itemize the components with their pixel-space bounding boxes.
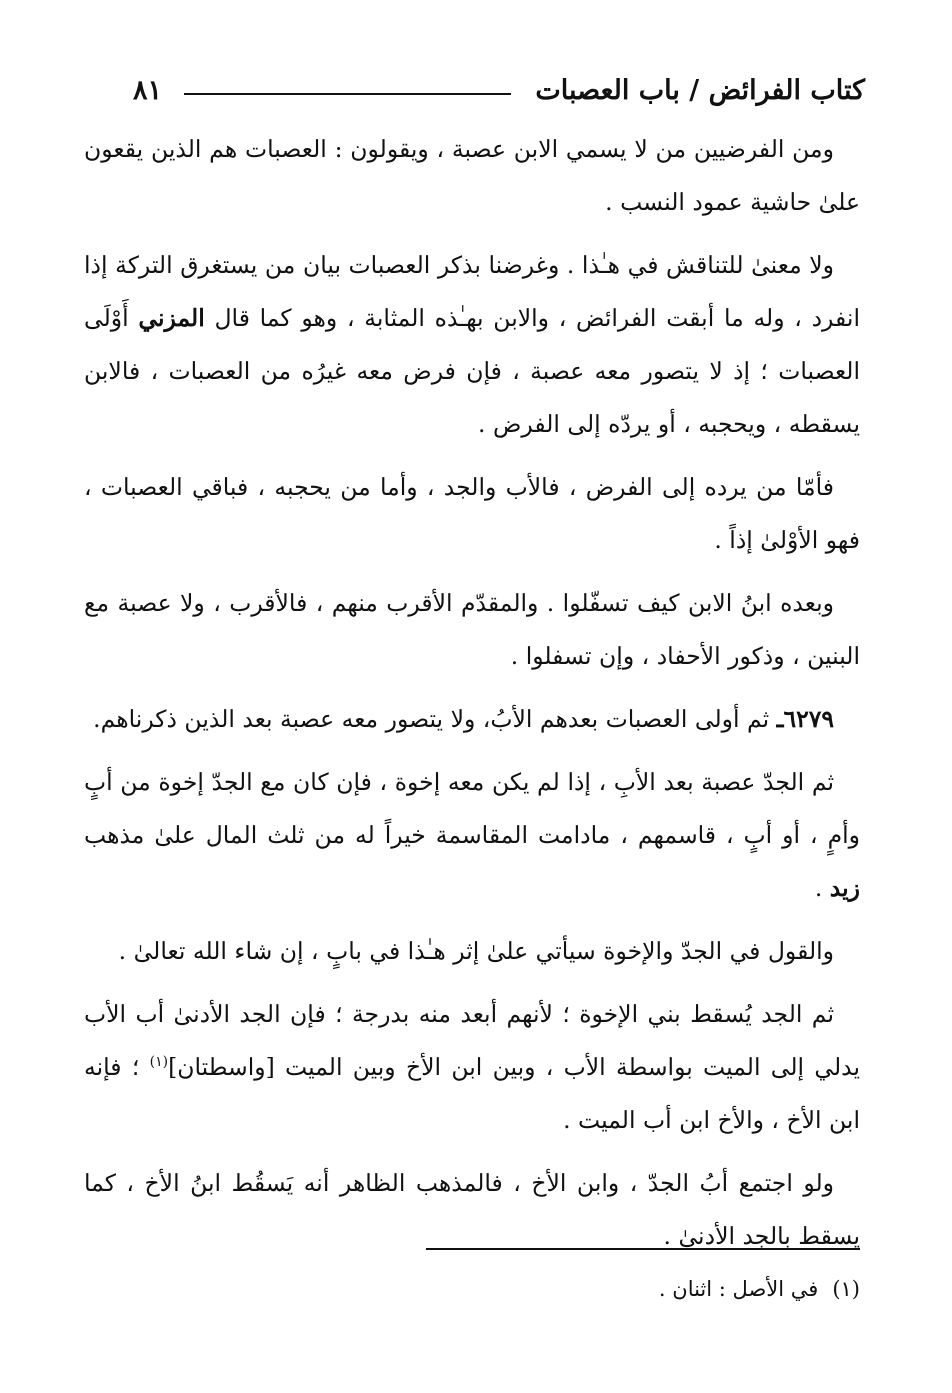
footnote-separator [426,1248,860,1250]
footnote-reference[interactable]: (١) [149,1054,169,1071]
paragraph-text: والقول في الجدّ والإخوة سيأتي علىٰ إثر هـٰذا في بابٍ ، إن شاء الله تعالىٰ . [118,937,834,965]
paragraph-text: ثم الجد يُسقط بني الإخوة ؛ لأنهم أبعد منه بدرجة ؛ فإن الجد الأدنىٰ أب الأب يدلي إلى الميت بواسطة الأب ، وبين ابن الأخ وبين الميت [واسطتان] [84,1000,860,1081]
main-text [84,123,860,1273]
chapter-title: كتاب الفرائض / باب العصبات [535,74,865,106]
footnote-text: في الأصل : اثنان . [658,1277,819,1301]
paragraph-text: . [814,874,830,902]
scholar-name: زيد [829,874,860,902]
paragraph [84,988,860,1147]
paragraph-text: ثم الجدّ عصبة بعد الأبِ ، إذا لم يكن معه إخوة ، فإن كان مع الجدّ إخوة من أبٍ وأمٍ ، أو أبٍ ، قاسمهم ، مادامت المقاسمة خيراً له من ثلث المال علىٰ مذهب [84,768,860,849]
numbered-paragraph [84,693,860,746]
paragraph [84,239,860,451]
paragraph-text: فأمّا من يرده إلى الفرض ، فالأب والجد ، وأما من يحجبه ، فباقي العصبات ، فهو الأوْلىٰ إذاً . [84,473,860,554]
footnote [84,1272,860,1306]
paragraph [84,756,860,915]
paragraph-text: ومن الفرضيين من لا يسمي الابن عصبة ، ويقولون : العصبات هم الذين يقعون علىٰ حاشية عمود النسب . [84,135,860,216]
paragraph-text: ولا معنىٰ للتناقش في هـٰذا . وغرضنا بذكر العصبات بيان من يستغرق التركة إذا انفرد ، وله ما أبقت الفرائض ، والابن بهـٰذه المثابة ، وهو كما قال [84,251,860,332]
paragraph-text: ؛ فإنه ابن الأخ ، والأخ ابن أب الميت . [84,1053,860,1134]
page-number: ٨١ [133,74,163,106]
paragraph-number: ٦٢٧٩ـ [776,705,834,733]
paragraph [84,461,860,567]
footnote-mark: (١) [832,1277,860,1301]
header-rule [184,93,511,95]
paragraph [84,123,860,229]
scholar-name: المزني [138,304,205,332]
paragraph-text: أَوْلَى العصبات ؛ إذ لا يتصور معه عصبة ، فإن فرض معه غيرُه من العصبات ، فالابن يسقطه ، ويحجبه ، أو يردّه إلى الفرض . [84,304,861,438]
running-header [95,70,865,110]
paragraph-text: ثم أولى العصبات بعدهم الأبُ، ولا يتصور معه عصبة بعد الذين ذكرناهم. [93,705,777,733]
paragraph [84,925,860,978]
paragraph-text: ولو اجتمع أبُ الجدّ ، وابن الأخ ، فالمذهب الظاهر أنه يَسقُط ابنُ الأخ ، كما يسقط بالجد الأدنىٰ . [84,1169,860,1250]
paragraph-text: وبعده ابنُ الابن كيف تسفّلوا . والمقدّم الأقرب منهم ، فالأقرب ، ولا عصبة مع البنين ، وذكور الأحفاد ، وإن تسفلوا . [84,589,860,670]
paragraph [84,577,860,683]
